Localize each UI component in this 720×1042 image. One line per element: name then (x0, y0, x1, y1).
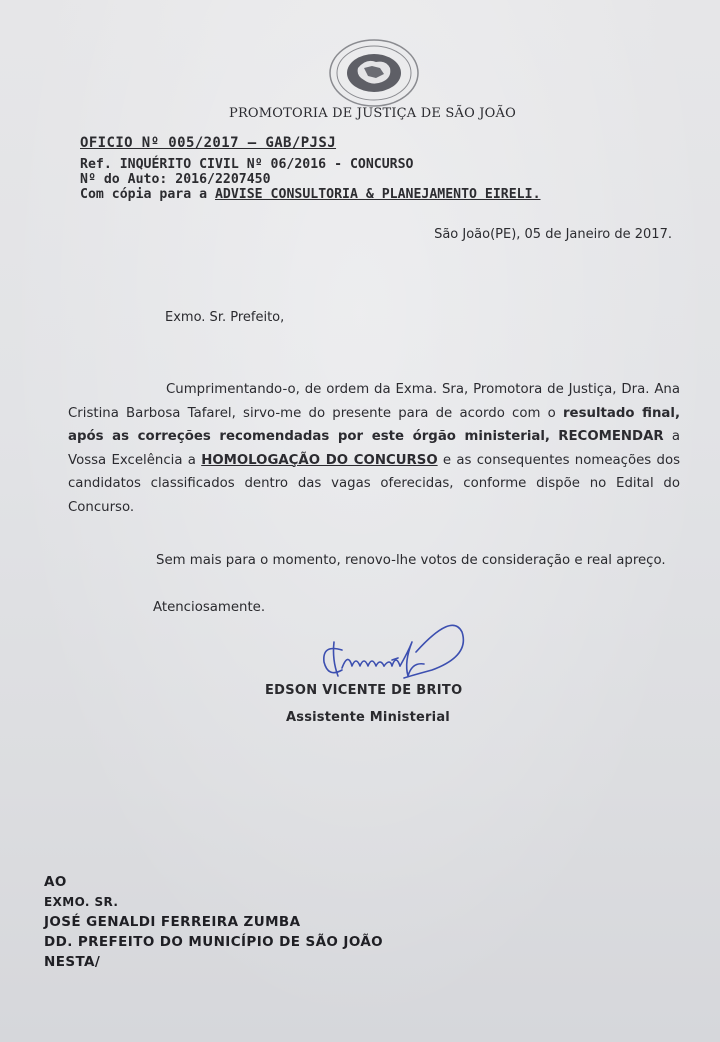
handwritten-signature (312, 612, 472, 690)
closing-paragraph: Sem mais para o momento, renovo-lhe votos de consideração e real apreço. (156, 553, 666, 568)
body-text-3: e as consequentes nomeações dos candidatos classificados dentro das vagas oferecidas, conforme dispõe no Edital do Concurso. (68, 452, 681, 515)
addressee-title: DD. PREFEITO DO MUNICÍPIO DE SÃO JOÃO (44, 934, 384, 950)
copy-prefix: Com cópia para a (80, 187, 215, 202)
document-date: São João(PE), 05 de Janeiro de 2017. (434, 227, 672, 242)
salutation: Exmo. Sr. Prefeito, (165, 310, 285, 325)
oficio-number: OFICIO Nº 005/2017 – GAB/PJSJ (80, 135, 337, 151)
reference-line: Ref. INQUÉRITO CIVIL Nº 06/2016 - CONCURSO (80, 157, 414, 172)
auto-number: Nº do Auto: 2016/2207450 (80, 172, 271, 187)
addressee-line-5: NESTA/ (44, 954, 101, 970)
copy-recipient: ADVISE CONSULTORIA & PLANEJAMENTO EIRELI. (214, 187, 541, 202)
copy-line (80, 187, 541, 202)
body-bold-2: RECOMENDAR (558, 429, 664, 444)
body-underlined: HOMOLOGAÇÃO DO CONCURSO (201, 452, 438, 468)
addressee-line-2: EXMO. SR. (44, 895, 119, 909)
body-text-2: a Vossa Excelência a (68, 429, 681, 468)
organization-header: PROMOTORIA DE JUSTIÇA DE SÃO JOÃO (229, 106, 516, 121)
signer-role: Assistente Ministerial (286, 710, 450, 725)
signer-name: EDSON VICENTE DE BRITO (265, 683, 463, 698)
mppe-seal-logo (328, 38, 420, 108)
addressee-line-1: AO (44, 874, 67, 890)
regards: Atenciosamente. (153, 600, 266, 615)
body-text-1: Cumprimentando-o, de ordem da Exma. Sra, Promotora de Justiça, Dra. Ana Cristina Barbosa Tafarel, sirvo-me do presente para de acordo com o (68, 382, 680, 421)
body-paragraph (68, 378, 680, 519)
addressee-block (44, 872, 383, 972)
body-bold-1: resultado final, após as correções recomendadas por este órgão ministerial, (68, 405, 681, 444)
addressee-name: JOSÉ GENALDI FERREIRA ZUMBA (44, 914, 301, 930)
reference-block (80, 136, 541, 202)
